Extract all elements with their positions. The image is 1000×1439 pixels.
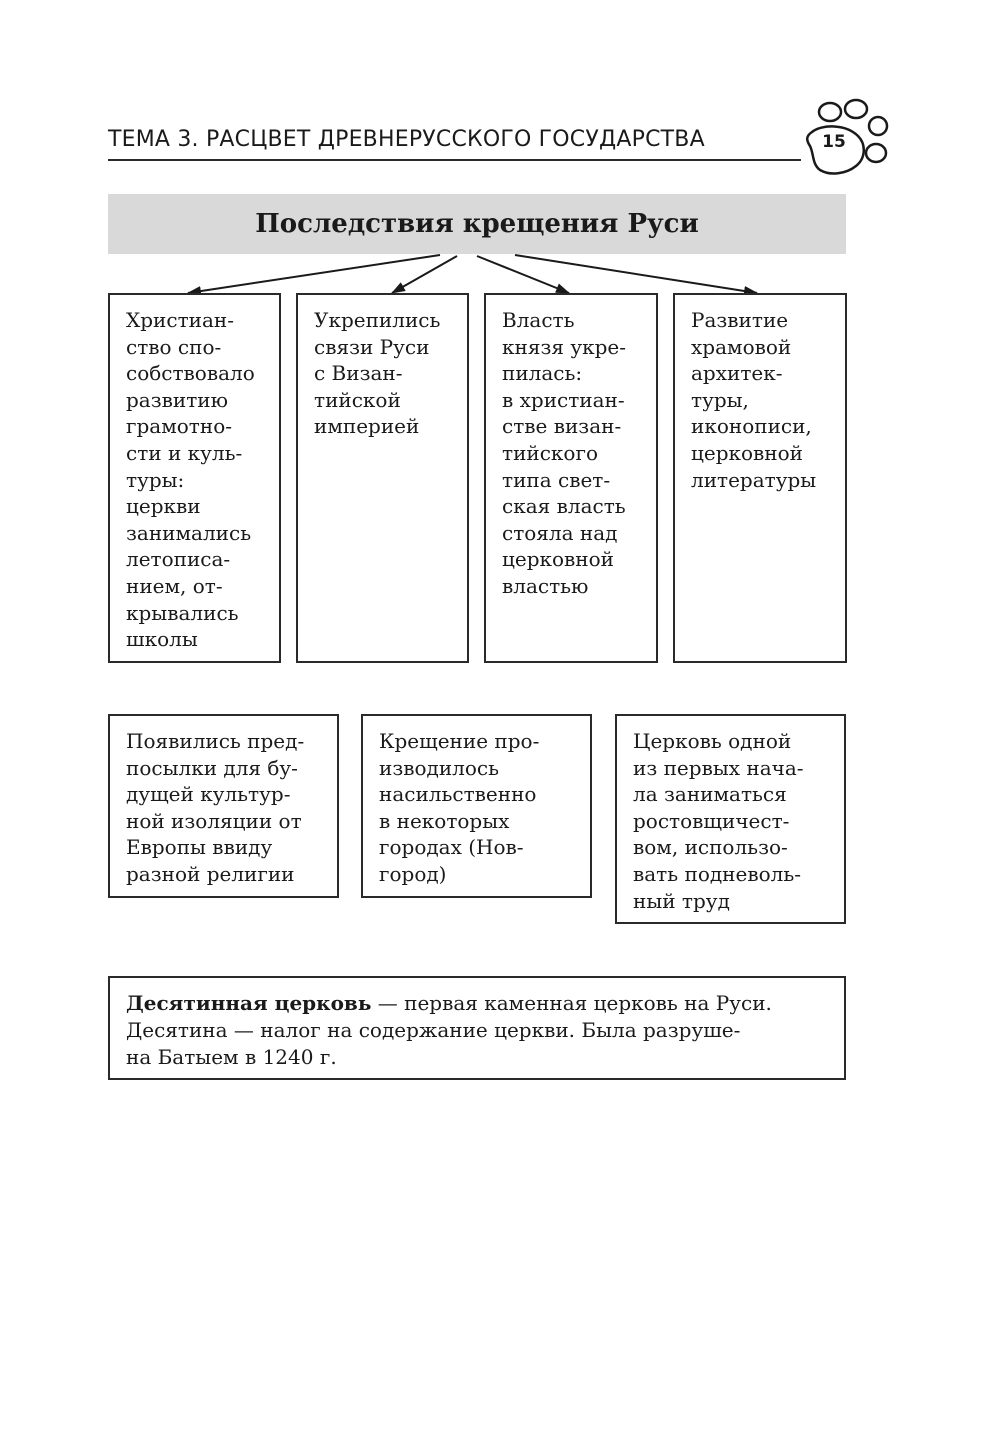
consequence-box-princely-power: Власть князя укре- пилась: в христиан- стве визан- тийского типа свет- ская власть стояла над церковной властью	[484, 293, 658, 663]
consequence-box-isolation: Появились пред- посылки для бу- дущей культур- ной изоляции от Европы ввиду разной религии	[108, 714, 339, 898]
tithe-church-note	[108, 976, 846, 1080]
note-text: — первая каменная церковь на Руси. Десятина — налог на содержание церкви. Была разруше- на Батыем в 1240 г.	[126, 991, 772, 1069]
consequence-box-literacy: Христиан- ство спо- собствовало развитию грамотно- сти и куль- туры: церкви занимались летописа- нием, от- крывались школы	[108, 293, 281, 663]
note-term: Десятинная церковь	[126, 991, 372, 1015]
arrow-1	[188, 255, 440, 293]
consequence-box-architecture: Развитие храмовой архитек- туры, иконописи, церковной литературы	[673, 293, 847, 663]
consequence-box-forced-baptism: Крещение про- изводилось насильственно в некоторых городах (Нов- город)	[361, 714, 592, 898]
page-number: 15	[822, 132, 846, 152]
arrow-4	[515, 255, 757, 293]
arrow-3	[477, 256, 569, 293]
consequence-box-usury: Церковь одной из первых нача- ла заниматься ростовщичест- вом, использо- вать подневоль- ный труд	[615, 714, 846, 924]
arrow-2	[392, 256, 457, 293]
header-divider	[108, 159, 801, 161]
diagram-title-bar	[108, 194, 846, 254]
diagram-title: Последствия крещения Руси	[255, 209, 699, 239]
page-header-title: ТЕМА 3. РАСЦВЕТ ДРЕВНЕРУССКОГО ГОСУДАРСТВА	[108, 127, 705, 152]
consequence-box-byzantium: Укрепились связи Руси с Визан- тийской империей	[296, 293, 469, 663]
